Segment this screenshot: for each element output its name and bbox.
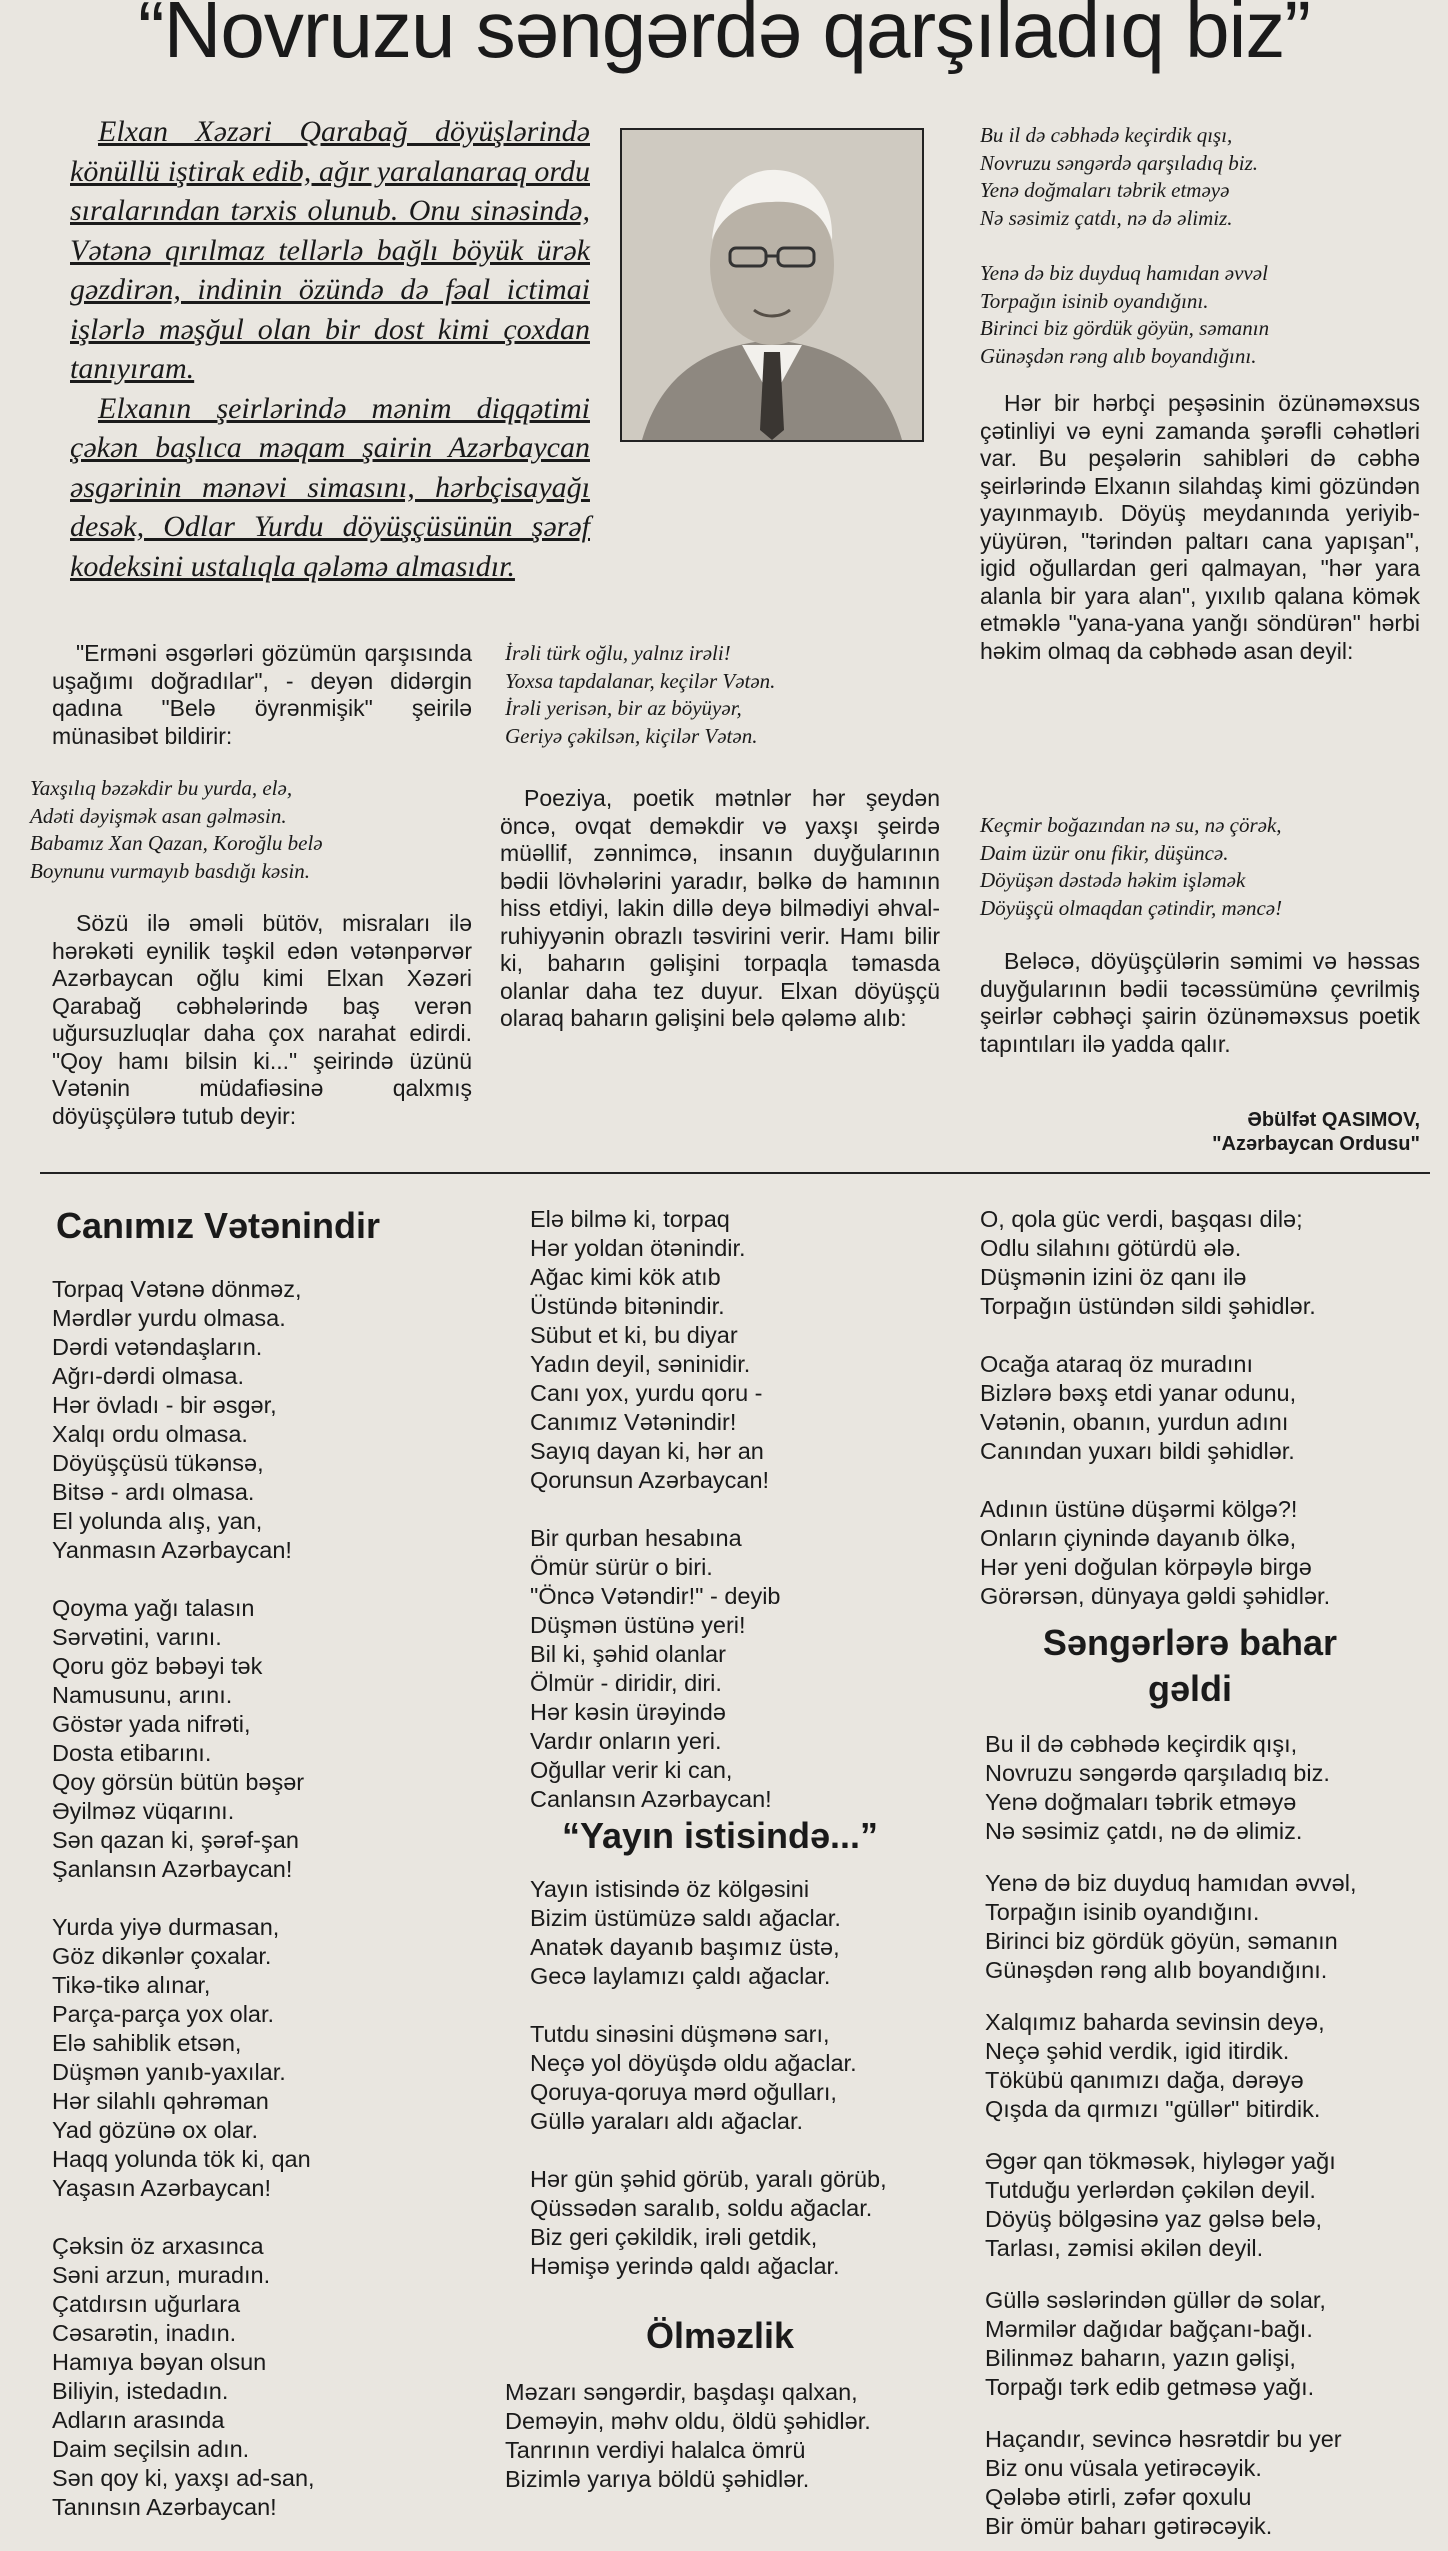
verse-line: Deməyin, məhv oldu, öldü şəhidlər. <box>505 2408 871 2434</box>
verse-line: Qışda da qırmızı "güllər" bitirdik. <box>985 2096 1321 2122</box>
verse-line: Sən qazan ki, şərəf-şan <box>52 1827 299 1853</box>
verse-line: İrəli türk oğlu, yalnız irəli! <box>505 641 731 665</box>
verse-line: Yaxşılıq bəzəkdir bu yurda, elə, <box>30 776 293 800</box>
verse-line: Gecə laylamızı çaldı ağaclar. <box>530 1963 831 1989</box>
verse-line: O, qola güc verdi, başqası dilə; <box>980 1206 1303 1232</box>
section-divider <box>40 1172 1430 1174</box>
verse-line: Tutdu sinəsini düşmənə sarı, <box>530 2021 830 2047</box>
verse-line: Geriyə çəkilsən, kiçilər Vətən. <box>505 723 758 748</box>
verse-line: Neçə şəhid verdik, igid itirdik. <box>985 2038 1290 2064</box>
verse-line: Göstər yada nifrəti, <box>52 1711 251 1737</box>
verse-line: Canı yox, yurdu qoru - <box>530 1380 763 1406</box>
verse-line: Canımız Vətənindir! <box>530 1409 737 1435</box>
verse-line: Tanrının verdiyi halalca ömrü <box>505 2437 806 2463</box>
verse-line: Qoru göz bəbəyi tək <box>52 1653 263 1679</box>
signature <box>980 1108 1420 1156</box>
verse-line: Səni arzun, muradın. <box>52 2262 271 2288</box>
quote-ireli <box>505 640 945 750</box>
poem-canimiz-col1 <box>52 1275 492 2551</box>
verse-line: Əgər qan tökməsək, hiyləgər yağı <box>985 2148 1336 2174</box>
verse-line: "Öncə Vətəndir!" - deyib <box>530 1583 781 1609</box>
poem-title-yayin: “Yayın istisində...” <box>561 1815 879 1856</box>
verse-line: Döyüşçü olmaqdan çətindir, məncə! <box>980 895 1283 920</box>
verse-line: Tikə-tikə alınar, <box>52 1972 211 1998</box>
stanza <box>530 1205 960 1495</box>
verse-line: Novruzu səngərdə qarşıladıq biz. <box>980 150 1259 175</box>
verse-line: Hamıya bəyan olsun <box>52 2349 267 2375</box>
verse-line: Yurda yiyə durmasan, <box>52 1914 280 1940</box>
verse-line: Bu il də cəbhədə keçirdik qışı, <box>985 1731 1298 1757</box>
quote-spring-2 <box>980 260 1420 370</box>
stanza <box>52 2232 492 2522</box>
poem-title-olmezlik: Ölməzlik <box>645 2315 795 2356</box>
stanza <box>530 1875 960 1991</box>
verse-line: Tanınsın Azərbaycan! <box>52 2494 277 2520</box>
paragraph: Poeziya, poetik mətnlər hər şeydən öncə, ovqat deməkdir və yaxşı şeirdə müəllif, zənnimcə, insanın duyğularının bədii lövhələrini yaradır, bəlkə də hamının hiss etdiyi, lakin dillə deyə bilmədiyi əhval-ruhiyyənin obrazlı təsvirini verir. Hamı bilir ki, baharın gəlişini torpaqla təmasda olanlar daha tez duyur. Elxan döyüşçü olaraq baharın gəlişini belə qələmə alıb: <box>500 785 940 1031</box>
verse-line: Çəksin öz arxasınca <box>52 2233 264 2259</box>
verse-line: Hər övladı - bir əsgər, <box>52 1392 277 1418</box>
verse-line: Mərmilər dağıdar bağçanı-bağı. <box>985 2316 1313 2342</box>
verse-line: Elə sahiblik etsən, <box>52 2030 242 2056</box>
verse-line: Hər kəsin ürəyində <box>530 1699 726 1725</box>
verse-line: Dosta etibarını. <box>52 1740 212 1766</box>
verse-line: Yenə də biz duyduq hamıdan əvvəl, <box>985 1870 1357 1896</box>
verse-line: Canlansın Azərbaycan! <box>530 1786 772 1812</box>
stanza <box>530 1524 960 1814</box>
verse-line: Biz geri çəkildik, irəli getdik, <box>530 2224 818 2250</box>
verse-line: Şanlansın Azərbaycan! <box>52 1856 293 1882</box>
article-col3-end <box>980 948 1420 1058</box>
verse-line: Haqq yolunda tök ki, qan <box>52 2146 311 2172</box>
intro-text <box>70 112 590 586</box>
poem-yayin <box>530 1875 960 2310</box>
quote-doctor <box>980 812 1420 922</box>
verse-line: Parça-parça yox olar. <box>52 2001 275 2027</box>
verse-line: Düşmənin izini öz qanı ilə <box>980 1264 1247 1290</box>
verse-line: Birinci biz gördük göyün, səmanın <box>980 316 1270 340</box>
verse-line: Yadın deyil, səninidir. <box>530 1351 751 1377</box>
stanza <box>985 1869 1435 1985</box>
verse-line: Yanmasın Azərbaycan! <box>52 1537 292 1563</box>
verse-line: Bizim üstümüzə saldı ağaclar. <box>530 1905 841 1931</box>
verse-line: Yad gözünə ox olar. <box>52 2117 258 2143</box>
verse-line: Qüssədən saralıb, soldu ağaclar. <box>530 2195 873 2221</box>
verse-line: Göz dikənlər çoxalar. <box>52 1943 272 1969</box>
verse-line: Keçmir boğazından nə su, nə çörək, <box>980 813 1282 837</box>
verse-line: İrəli yerisən, bir az böyüyər, <box>505 696 742 720</box>
poem-olmezlik <box>505 2378 955 2494</box>
verse-line: El yolunda alış, yan, <box>52 1508 263 1534</box>
verse-line: Günəşdən rəng alıb boyandığını. <box>980 343 1257 368</box>
verse-line: Yoxsa tapdalanar, keçilər Vətən. <box>505 668 776 693</box>
verse-line: Hər silahlı qəhrəman <box>52 2088 269 2114</box>
stanza <box>530 2020 960 2136</box>
verse-line: Günəşdən rəng alıb boyandığını. <box>985 1957 1328 1983</box>
verse-line: Bil ki, şəhid olanlar <box>530 1641 726 1667</box>
author-name: Əbülfət QASIMOV, <box>1247 1109 1420 1131</box>
verse-line: Torpaq Vətənə dönməz, <box>52 1276 302 1302</box>
verse-line: Qoyma yağı talasın <box>52 1595 255 1621</box>
verse-line: Yenə də biz duyduq hamıdan əvvəl <box>980 261 1268 285</box>
verse-line: Oğullar verir ki can, <box>530 1757 733 1783</box>
stanza <box>985 2425 1435 2541</box>
verse-line: Qorunsun Azərbaycan! <box>530 1467 770 1493</box>
verse-line: Üstündə bitənindir. <box>530 1293 725 1319</box>
verse-line: Ömür sürür o biri. <box>530 1554 713 1580</box>
stanza <box>52 1913 492 2203</box>
poem-title-senger: Səngərlərə bahar gəldi <box>1042 1622 1338 1709</box>
verse-line: Güllə səslərindən güllər də solar, <box>985 2287 1326 2313</box>
verse-line: Sayıq dayan ki, hər an <box>530 1438 764 1464</box>
verse-line: Düşmən üstünə yeri! <box>530 1612 746 1638</box>
publication-name: "Azərbaycan Ordusu" <box>1212 1133 1420 1155</box>
verse-line: Canından yuxarı bildi şəhidlər. <box>980 1438 1295 1464</box>
verse-line: Ölmür - diridir, diri. <box>530 1670 722 1696</box>
verse-line: Cəsarətin, inadın. <box>52 2320 237 2346</box>
stanza <box>530 2165 960 2281</box>
stanza <box>985 2286 1435 2402</box>
verse-line: Adların arasında <box>52 2407 225 2433</box>
verse-line: Nə səsimiz çatdı, nə də əlimiz. <box>980 205 1233 230</box>
verse-line: Adının üstünə düşərmi kölgə?! <box>980 1496 1298 1522</box>
verse-line: Bizlərə bəxş etdi yanar odunu, <box>980 1380 1297 1406</box>
article-col2 <box>500 785 940 1033</box>
verse-line: Namusunu, arını. <box>52 1682 233 1708</box>
verse-line: Xalqımız baharda sevinsin deyə, <box>985 2009 1325 2035</box>
verse-line: Çatdırsın uğurlara <box>52 2291 241 2317</box>
verse-line: Torpağı tərk edib getməsə yağı. <box>985 2374 1315 2400</box>
verse-line: Hər gün şəhid görüb, yaralı görüb, <box>530 2166 887 2192</box>
verse-line: Tökübü qanımızı dağa, dərəyə <box>985 2067 1304 2093</box>
stanza <box>980 1205 1430 1321</box>
author-photo <box>620 128 924 442</box>
verse-line: Neçə yol döyüşdə oldu ağaclar. <box>530 2050 857 2076</box>
verse-line: Dərdi vətəndaşların. <box>52 1334 263 1360</box>
headline: “Novruzu səngərdə qarşıladıq biz” <box>137 0 1311 74</box>
verse-line: Novruzu səngərdə qarşıladıq biz. <box>985 1760 1330 1786</box>
verse-line: Qoruya-qoruya mərd oğulları, <box>530 2079 837 2105</box>
verse-line: Yenə doğmaları təbrik etməyə <box>985 1789 1297 1815</box>
verse-line: Anatək dayanıb başımız üstə, <box>530 1934 840 1960</box>
verse-line: Biz onu vüsala yetirəcəyik. <box>985 2455 1262 2481</box>
stanza <box>52 1275 492 1565</box>
paragraph: Sözü ilə əməli bütöv, misraları ilə hərəkəti eynilik təşkil edən vətənpərvər Azərbaycan oğlu kimi Elxan Xəzəri Qarabağ cəbhələrində baş verən uğursuzluqlar daha çox narahat edirdi. "Qoy hamı bilsin ki..." şeirində üzünü Vətənin müdafiəsinə qalxmış döyüşçülərə tutub deyir: <box>52 910 472 1129</box>
stanza <box>985 2147 1435 2263</box>
stanza <box>985 1730 1435 1846</box>
verse-line: Tarlası, zəmisi əkilən deyil. <box>985 2235 1264 2261</box>
portrait-image <box>622 130 922 440</box>
verse-line: Döyüşən dəstədə həkim işləmək <box>980 868 1246 892</box>
verse-line: Bir qurban hesabına <box>530 1525 742 1551</box>
verse-line: Sən qoy ki, yaxşı ad-san, <box>52 2465 315 2491</box>
verse-line: Haçandır, sevincə həsrətdir bu yer <box>985 2426 1342 2452</box>
verse-line: Nə səsimiz çatdı, nə də əlimiz. <box>985 1818 1303 1844</box>
verse-line: Güllə yaraları aldı ağaclar. <box>530 2108 804 2134</box>
verse-line: Həmişə yerində qaldı ağaclar. <box>530 2253 840 2279</box>
verse-line: Yayın istisində öz kölgəsini <box>530 1876 810 1902</box>
verse-line: Ağac kimi kök atıb <box>530 1264 721 1290</box>
poem-olmezlik-cont <box>980 1205 1430 1640</box>
verse-line: Bizimlə yarıya böldü şəhidlər. <box>505 2466 810 2492</box>
verse-line: Bitsə - ardı olmasa. <box>52 1479 255 1505</box>
verse-line: Ağrı-dərdi olmasa. <box>52 1363 244 1389</box>
verse-line: Babamız Xan Qazan, Koroğlu belə <box>30 831 323 855</box>
verse-line: Mərdlər yurdu olmasa. <box>52 1305 286 1331</box>
verse-line: Adəti dəyişmək asan gəlməsin. <box>30 803 287 828</box>
verse-line: Vardır onların yeri. <box>530 1728 722 1754</box>
poem-title-canimiz: Canımız Vətənindir <box>56 1205 381 1246</box>
verse-line: Daim seçilsin adın. <box>52 2436 250 2462</box>
verse-line: Sübut et ki, bu diyar <box>530 1322 738 1348</box>
paragraph: Hər bir hərbçi peşəsinin özünəməxsus çətinliyi və eyni zamanda şərəfli cəhətləri var. Bu peşələrin sahibləri də cəbhə şeirlərində Elxanın silahdaş kimi gözündən yayınmayıb. Döyüş meydanında yeriyib-yüyürən, "tərindən paltarı cana yapışan", igid oğullardan geri qalmayan, "hər yara alanla bir yara alan", yıxılıb qalana kömək etməklə "yana-yana yanğı söndürən" hərbi həkim olmaq da cəbhədə asan deyil: <box>980 390 1420 664</box>
verse-line: Boynunu vurmayıb basdığı kəsin. <box>30 858 310 883</box>
verse-line: Daim üzür onu fikir, düşüncə. <box>980 840 1229 865</box>
verse-line: Vətənin, obanın, yurdun adını <box>980 1409 1289 1435</box>
verse-line: Məzarı səngərdir, başdaşı qalxan, <box>505 2379 858 2405</box>
verse-line: Yenə doğmaları təbrik etməyə <box>980 178 1230 202</box>
paragraph: "Erməni əsgərləri gözümün qarşısında uşağımı doğradılar", - deyən didərgin qadına "Belə öyrənmişik" şeirilə münasibət bildirir: <box>52 640 472 749</box>
stanza <box>985 2008 1435 2124</box>
intro-paragraph: Elxan Xəzəri Qarabağ döyüşlərində könüllü iştirak edib, ağır yaralanaraq ordu sıralarından tərxis olunub. Onu sinəsində, Vətənə qırılmaz tellərlə bağlı böyük ürək gəzdirən, indinin özündə də fəal ictimai işlərlə məşğul olan bir dost kimi çoxdan tanıyıram. <box>70 115 590 385</box>
verse-line: Onların çiynində dayanıb ölkə, <box>980 1525 1297 1551</box>
verse-line: Ocağa ataraq öz muradını <box>980 1351 1254 1377</box>
verse-line: Elə bilmə ki, torpaq <box>530 1206 730 1232</box>
verse-line: Birinci biz gördük göyün, səmanın <box>985 1928 1338 1954</box>
verse-line: Hər yoldan ötənindir. <box>530 1235 746 1261</box>
verse-line: Qoy görsün bütün bəşər <box>52 1769 305 1795</box>
article-col1-cont <box>52 910 472 1130</box>
verse-line: Tutduğu yerlərdən çəkilən deyil. <box>985 2177 1316 2203</box>
verse-line: Bu il də cəbhədə keçirdik qışı, <box>980 123 1233 147</box>
verse-line: Torpağın isinib oyandığını. <box>985 1899 1260 1925</box>
verse-line: Qələbə ətirli, zəfər qoxulu <box>985 2484 1252 2510</box>
verse-line: Torpağın üstündən sildi şəhidlər. <box>980 1293 1316 1319</box>
article-col3 <box>980 390 1420 665</box>
verse-line: Döyüş bölgəsinə yaz gəlsə belə, <box>985 2206 1323 2232</box>
quote-spring-1 <box>980 122 1420 232</box>
verse-line: Yaşasın Azərbaycan! <box>52 2175 272 2201</box>
stanza <box>980 1350 1430 1466</box>
stanza <box>980 1495 1430 1611</box>
verse-line: Hər yeni doğulan körpəylə birgə <box>980 1554 1312 1580</box>
poem-senger <box>985 1730 1435 2541</box>
intro-paragraph: Elxanın şeirlərində mənim diqqətimi çəkən başlıca məqam şairin Azərbaycan əsgərinin mənəvi simasını, hərbçisayağı desək, Odlar Yurdu döyüşçüsünün şərəf kodeksini ustalıqla qələmə almasıdır. <box>70 391 590 583</box>
verse-line: Düşmən yanıb-yaxılar. <box>52 2059 286 2085</box>
quote-yaxsiliq <box>30 775 470 885</box>
paragraph: Beləcə, döyüşçülərin səmimi və həssas duyğularının bədii təcəssümünə çevrilmiş şeirlər cəbhəçi şairin özünəməxsus poetik tapıntıları ilə yadda qalır. <box>980 948 1420 1057</box>
verse-line: Xalqı ordu olmasa. <box>52 1421 248 1447</box>
verse-line: Bir ömür baharı gətirəcəyik. <box>985 2513 1273 2539</box>
verse-line: Döyüşçüsü tükənsə, <box>52 1450 264 1476</box>
verse-line: Odlu silahını götürdü ələ. <box>980 1235 1242 1261</box>
verse-line: Görərsən, dünyaya gəldi şəhidlər. <box>980 1583 1331 1609</box>
poem-canimiz-col2 <box>530 1205 960 1843</box>
verse-line: Torpağın isinib oyandığını. <box>980 288 1209 313</box>
verse-line: Biliyin, istedadın. <box>52 2378 229 2404</box>
verse-line: Əyilməz vüqarını. <box>52 1798 235 1824</box>
verse-line: Bilinməz baharın, yazın gəlişi, <box>985 2345 1296 2371</box>
verse-line: Sərvətini, varını. <box>52 1624 222 1650</box>
article-col1 <box>52 640 472 750</box>
stanza <box>52 1594 492 1884</box>
